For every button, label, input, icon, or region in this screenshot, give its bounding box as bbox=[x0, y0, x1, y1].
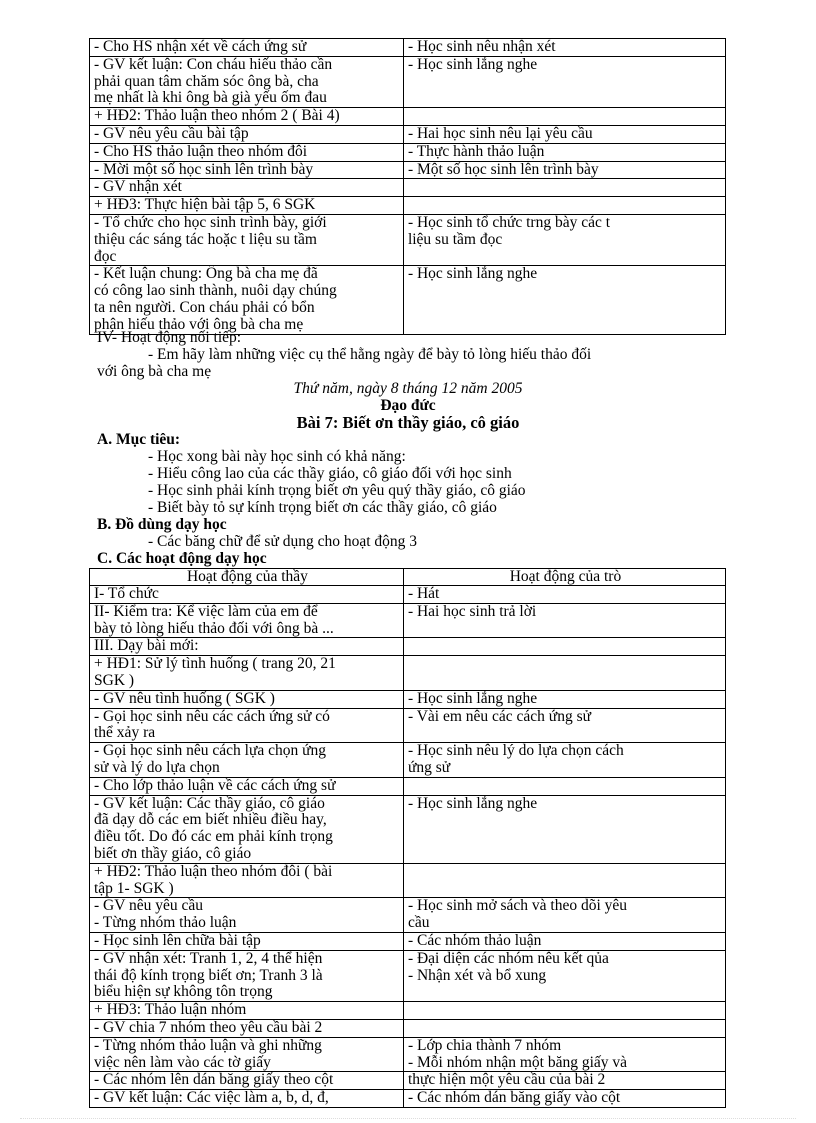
cell-line bbox=[408, 638, 723, 655]
teacher-activity-cell bbox=[90, 214, 404, 265]
student-activity-cell bbox=[403, 108, 725, 126]
cell-line: - GV nêu yêu cầu bài tập bbox=[94, 125, 249, 142]
teacher-activity-cell bbox=[90, 1002, 404, 1020]
table-row bbox=[90, 1090, 726, 1108]
cell-line: - Học sinh lắng nghe bbox=[407, 795, 538, 812]
table-row bbox=[90, 266, 726, 334]
cell-line: bày tỏ lòng hiếu thảo đối với ông bà ... bbox=[94, 620, 334, 637]
student-activity-cell bbox=[403, 863, 725, 898]
teacher-activity-cell bbox=[90, 1090, 404, 1108]
cell-line: + HĐ3: Thảo luận nhóm bbox=[94, 1002, 247, 1019]
cell-line bbox=[408, 778, 723, 795]
cell-line: - Hai học sinh nêu lại yêu cầu bbox=[407, 125, 593, 142]
table-row bbox=[90, 898, 726, 933]
cell-line: - Gọi học sinh nêu cách lựa chọn ứng bbox=[94, 743, 327, 760]
cell-line: - Từng nhóm thảo luận và ghi những bbox=[94, 1037, 322, 1054]
teacher-activity-cell bbox=[90, 197, 404, 215]
teacher-activity-cell bbox=[90, 143, 404, 161]
cell-line bbox=[408, 179, 723, 196]
date-line: Thứ năm, ngày 8 tháng 12 năm 2005 bbox=[293, 380, 523, 397]
table-row bbox=[90, 161, 726, 179]
section-a-item: - Hiểu công lao của các thầy giáo, cô giáo đối với học sinh bbox=[148, 465, 512, 482]
cell-line: thái độ kính trọng biết ơn; Tranh 3 là bbox=[94, 967, 323, 984]
teacher-activity-cell bbox=[90, 586, 404, 604]
section-iv-line-1: - Em hãy làm những việc cụ thể hằng ngày để bày tỏ lòng hiếu thảo đối bbox=[148, 346, 592, 363]
student-activity-cell bbox=[403, 125, 725, 143]
teacher-activity-cell bbox=[90, 743, 404, 778]
student-activity-cell bbox=[403, 161, 725, 179]
student-activity-cell bbox=[403, 638, 725, 656]
cell-line: - Học sinh lắng nghe bbox=[407, 266, 538, 283]
table-row bbox=[90, 39, 726, 57]
cell-line bbox=[408, 656, 723, 673]
cell-line: - Hát bbox=[407, 586, 440, 602]
teacher-activity-cell bbox=[90, 795, 404, 863]
table-row bbox=[90, 795, 726, 863]
section-a-item: - Học sinh phải kính trọng biết ơn yêu quý thầy giáo, cô giáo bbox=[148, 482, 526, 499]
student-activity-cell bbox=[403, 586, 725, 604]
table-row bbox=[90, 125, 726, 143]
teacher-activity-cell bbox=[90, 1072, 404, 1090]
cell-line: - Từng nhóm thảo luận bbox=[94, 915, 237, 932]
cell-line: biểu hiện sự không tôn trọng bbox=[94, 984, 273, 1001]
teacher-activity-cell bbox=[90, 932, 404, 950]
cell-line: đọc bbox=[94, 248, 117, 265]
cell-line: việc nên làm vào các tờ giấy bbox=[94, 1054, 271, 1071]
cell-line: - GV nêu yêu cầu bbox=[94, 898, 204, 915]
cell-line: mẹ nhất là khi ông bà già yếu ốm đau bbox=[94, 90, 327, 107]
cell-line: phận hiếu thảo với ông bà cha mẹ bbox=[94, 316, 304, 333]
cell-line: - Mời một số học sinh lên trình bày bbox=[94, 161, 314, 178]
cell-line: - GV chia 7 nhóm theo yêu cầu bài 2 bbox=[94, 1019, 323, 1036]
student-activity-cell bbox=[403, 143, 725, 161]
cell-line: - Gọi học sinh nêu các cách ứng sử có bbox=[94, 708, 330, 725]
cell-line: đã dạy dỗ các em biết nhiều điều hay, bbox=[94, 812, 327, 829]
cell-line bbox=[408, 1020, 723, 1037]
header-teacher: Hoạt động của thầy bbox=[90, 569, 404, 586]
student-activity-cell bbox=[403, 39, 725, 57]
cell-line bbox=[408, 1002, 723, 1019]
cell-line: I- Tổ chức bbox=[94, 586, 159, 602]
cell-line: - Nhận xét và bổ xung bbox=[407, 967, 547, 984]
table-row bbox=[90, 603, 726, 638]
student-activity-cell bbox=[403, 743, 725, 778]
table-header-row bbox=[90, 569, 726, 586]
table-row bbox=[90, 56, 726, 107]
table-row bbox=[90, 777, 726, 795]
cell-line: biết ơn thầy giáo, cô giáo bbox=[94, 845, 252, 862]
activity-table-continued bbox=[89, 38, 726, 335]
student-activity-cell bbox=[403, 214, 725, 265]
cell-line: III. Dạy bài mới: bbox=[94, 638, 199, 655]
student-activity-cell bbox=[403, 708, 725, 743]
cell-line: II- Kiểm tra: Kể việc làm của em để bbox=[94, 603, 318, 620]
section-c-heading: C. Các hoạt động dạy học bbox=[97, 550, 267, 567]
student-activity-cell bbox=[403, 603, 725, 638]
cell-line: - Học sinh nêu lý do lựa chọn cách bbox=[407, 743, 624, 760]
cell-line: - Cho lớp thảo luận về các cách ứng sử bbox=[94, 777, 336, 794]
cell-line bbox=[408, 197, 723, 214]
cell-line: - Đại diện các nhóm nêu kết qủa bbox=[407, 950, 609, 967]
cell-line: thực hiện một yêu cầu của bài 2 bbox=[407, 1072, 606, 1089]
teacher-activity-cell bbox=[90, 1037, 404, 1072]
cell-line: SGK ) bbox=[94, 672, 135, 689]
cell-line: - Vài em nêu các cách ứng sử bbox=[407, 708, 592, 725]
student-activity-cell bbox=[403, 656, 725, 691]
teacher-activity-cell bbox=[90, 603, 404, 638]
table-row bbox=[90, 143, 726, 161]
cell-line: - GV kết luận: Các thầy giáo, cô giáo bbox=[94, 795, 325, 812]
cell-line: - Học sinh mở sách và theo dõi yêu bbox=[407, 898, 628, 915]
cell-line: - GV kết luận: Con cháu hiếu thảo cần bbox=[94, 56, 333, 73]
teacher-activity-cell bbox=[90, 690, 404, 708]
student-activity-cell bbox=[403, 777, 725, 795]
cell-line: liệu su tầm đọc bbox=[407, 231, 503, 248]
student-activity-cell bbox=[403, 795, 725, 863]
cell-line: - Học sinh nêu nhận xét bbox=[407, 39, 556, 55]
table-row bbox=[90, 638, 726, 656]
cell-line bbox=[408, 108, 723, 125]
student-activity-cell bbox=[403, 266, 725, 334]
activity-table bbox=[89, 568, 726, 1108]
student-activity-cell bbox=[403, 932, 725, 950]
student-activity-cell bbox=[403, 1090, 725, 1108]
cell-line: - GV nêu tình huống ( SGK ) bbox=[94, 690, 275, 707]
teacher-activity-cell bbox=[90, 125, 404, 143]
table-row bbox=[90, 932, 726, 950]
section-iv-line-2: với ông bà cha mẹ bbox=[97, 363, 212, 380]
cell-line: + HĐ2: Thảo luận theo nhóm đôi ( bài bbox=[94, 863, 333, 880]
cell-line: - Một số học sinh lên trình bày bbox=[407, 161, 599, 178]
table-row bbox=[90, 1037, 726, 1072]
teacher-activity-cell bbox=[90, 638, 404, 656]
student-activity-cell bbox=[403, 950, 725, 1001]
table-row bbox=[90, 708, 726, 743]
cell-line: - Cho HS nhận xét về cách ứng sử bbox=[94, 39, 307, 55]
teacher-activity-cell bbox=[90, 39, 404, 57]
cell-line: - Tổ chức cho học sinh trình bày, giới bbox=[94, 214, 327, 231]
cell-line: - Các nhóm thảo luận bbox=[407, 932, 542, 949]
cell-line: - Học sinh lắng nghe bbox=[407, 56, 538, 73]
cell-line: phải quan tâm chăm sóc ông bà, cha bbox=[94, 73, 319, 90]
table-row bbox=[90, 743, 726, 778]
cell-line: - Học sinh tổ chức trng bày các t bbox=[407, 214, 611, 231]
teacher-activity-cell bbox=[90, 266, 404, 334]
cell-line: + HĐ3: Thực hiện bài tập 5, 6 SGK bbox=[94, 197, 316, 214]
student-activity-cell bbox=[403, 56, 725, 107]
student-activity-cell bbox=[403, 179, 725, 197]
table-row bbox=[90, 656, 726, 691]
table-row bbox=[90, 1002, 726, 1020]
table-row bbox=[90, 1072, 726, 1090]
teacher-activity-cell bbox=[90, 56, 404, 107]
cell-line: thiệu các sáng tác hoặc t liệu su tầm bbox=[94, 231, 317, 248]
student-activity-cell bbox=[403, 898, 725, 933]
cell-line: ta nên người. Con cháu phải có bổn bbox=[94, 299, 315, 316]
cell-line: sử và lý do lựa chọn bbox=[94, 759, 220, 776]
section-a-heading: A. Mục tiêu: bbox=[97, 431, 181, 448]
student-activity-cell bbox=[403, 690, 725, 708]
table-row bbox=[90, 690, 726, 708]
section-b-heading: B. Đồ dùng dạy học bbox=[97, 516, 227, 533]
teacher-activity-cell bbox=[90, 898, 404, 933]
cell-line: - GV kết luận: Các việc làm a, b, d, đ, bbox=[94, 1090, 329, 1107]
student-activity-cell bbox=[403, 1072, 725, 1090]
teacher-activity-cell bbox=[90, 708, 404, 743]
table-row bbox=[90, 179, 726, 197]
table-row bbox=[90, 863, 726, 898]
teacher-activity-cell bbox=[90, 161, 404, 179]
teacher-activity-cell bbox=[90, 108, 404, 126]
cell-line: - Thực hành thảo luận bbox=[407, 143, 545, 160]
cell-line: tập 1- SGK ) bbox=[94, 880, 174, 897]
cell-line bbox=[408, 864, 723, 881]
cell-line: + HĐ2: Thảo luận theo nhóm 2 ( Bài 4) bbox=[94, 108, 340, 125]
table-row bbox=[90, 108, 726, 126]
student-activity-cell bbox=[403, 1037, 725, 1072]
cell-line: - Các nhóm dán băng giấy vào cột bbox=[407, 1090, 621, 1107]
cell-line: - Kết luận chung: Ông bà cha mẹ đã bbox=[94, 266, 318, 283]
table-row bbox=[90, 197, 726, 215]
cell-line: - Hai học sinh trả lời bbox=[407, 603, 537, 620]
cell-line: + HĐ1: Sử lý tình huống ( trang 20, 21 bbox=[94, 656, 336, 673]
cell-line: có công lao sinh thành, nuôi dạy chúng bbox=[94, 283, 337, 300]
student-activity-cell bbox=[403, 1019, 725, 1037]
lesson-title: Bài 7: Biết ơn thầy giáo, cô giáo bbox=[296, 413, 520, 432]
table-row bbox=[90, 586, 726, 604]
cell-line: - Mỗi nhóm nhận một băng giấy và bbox=[407, 1054, 628, 1071]
page-bottom-divider bbox=[20, 1118, 796, 1119]
table-row bbox=[90, 950, 726, 1001]
teacher-activity-cell bbox=[90, 950, 404, 1001]
section-b-item: - Các băng chữ để sử dụng cho hoạt động 3 bbox=[148, 533, 418, 550]
teacher-activity-cell bbox=[90, 863, 404, 898]
subject-heading: Đạo đức bbox=[380, 397, 436, 414]
cell-line: - Các nhóm lên dán băng giấy theo cột bbox=[94, 1072, 334, 1089]
teacher-activity-cell bbox=[90, 777, 404, 795]
cell-line: - GV nhận xét bbox=[94, 179, 182, 196]
section-iv-heading: IV- Hoạt động nối tiếp: bbox=[97, 329, 242, 346]
student-activity-cell bbox=[403, 1002, 725, 1020]
cell-line: điều tốt. Do đó các em phải kính trọng bbox=[94, 829, 333, 846]
header-student: Hoạt động của trò bbox=[403, 569, 725, 586]
cell-line: - Học sinh lên chữa bài tập bbox=[94, 932, 261, 949]
table-row bbox=[90, 214, 726, 265]
teacher-activity-cell bbox=[90, 1019, 404, 1037]
cell-line: - Cho HS thảo luận theo nhóm đôi bbox=[94, 143, 308, 160]
table-row bbox=[90, 1019, 726, 1037]
section-a-item: - Biết bày tỏ sự kính trọng biết ơn các thầy giáo, cô giáo bbox=[148, 499, 497, 516]
teacher-activity-cell bbox=[90, 179, 404, 197]
cell-line: ứng sử bbox=[407, 759, 451, 776]
cell-line: - Lớp chia thành 7 nhóm bbox=[407, 1037, 562, 1054]
student-activity-cell bbox=[403, 197, 725, 215]
cell-line: - GV nhận xét: Tranh 1, 2, 4 thể hiện bbox=[94, 950, 323, 967]
cell-line: thể xảy ra bbox=[94, 725, 156, 742]
teacher-activity-cell bbox=[90, 656, 404, 691]
cell-line: cầu bbox=[407, 915, 430, 932]
cell-line: - Học sinh lắng nghe bbox=[407, 690, 538, 707]
section-a-item: - Học xong bài này học sinh có khả năng: bbox=[148, 448, 406, 465]
